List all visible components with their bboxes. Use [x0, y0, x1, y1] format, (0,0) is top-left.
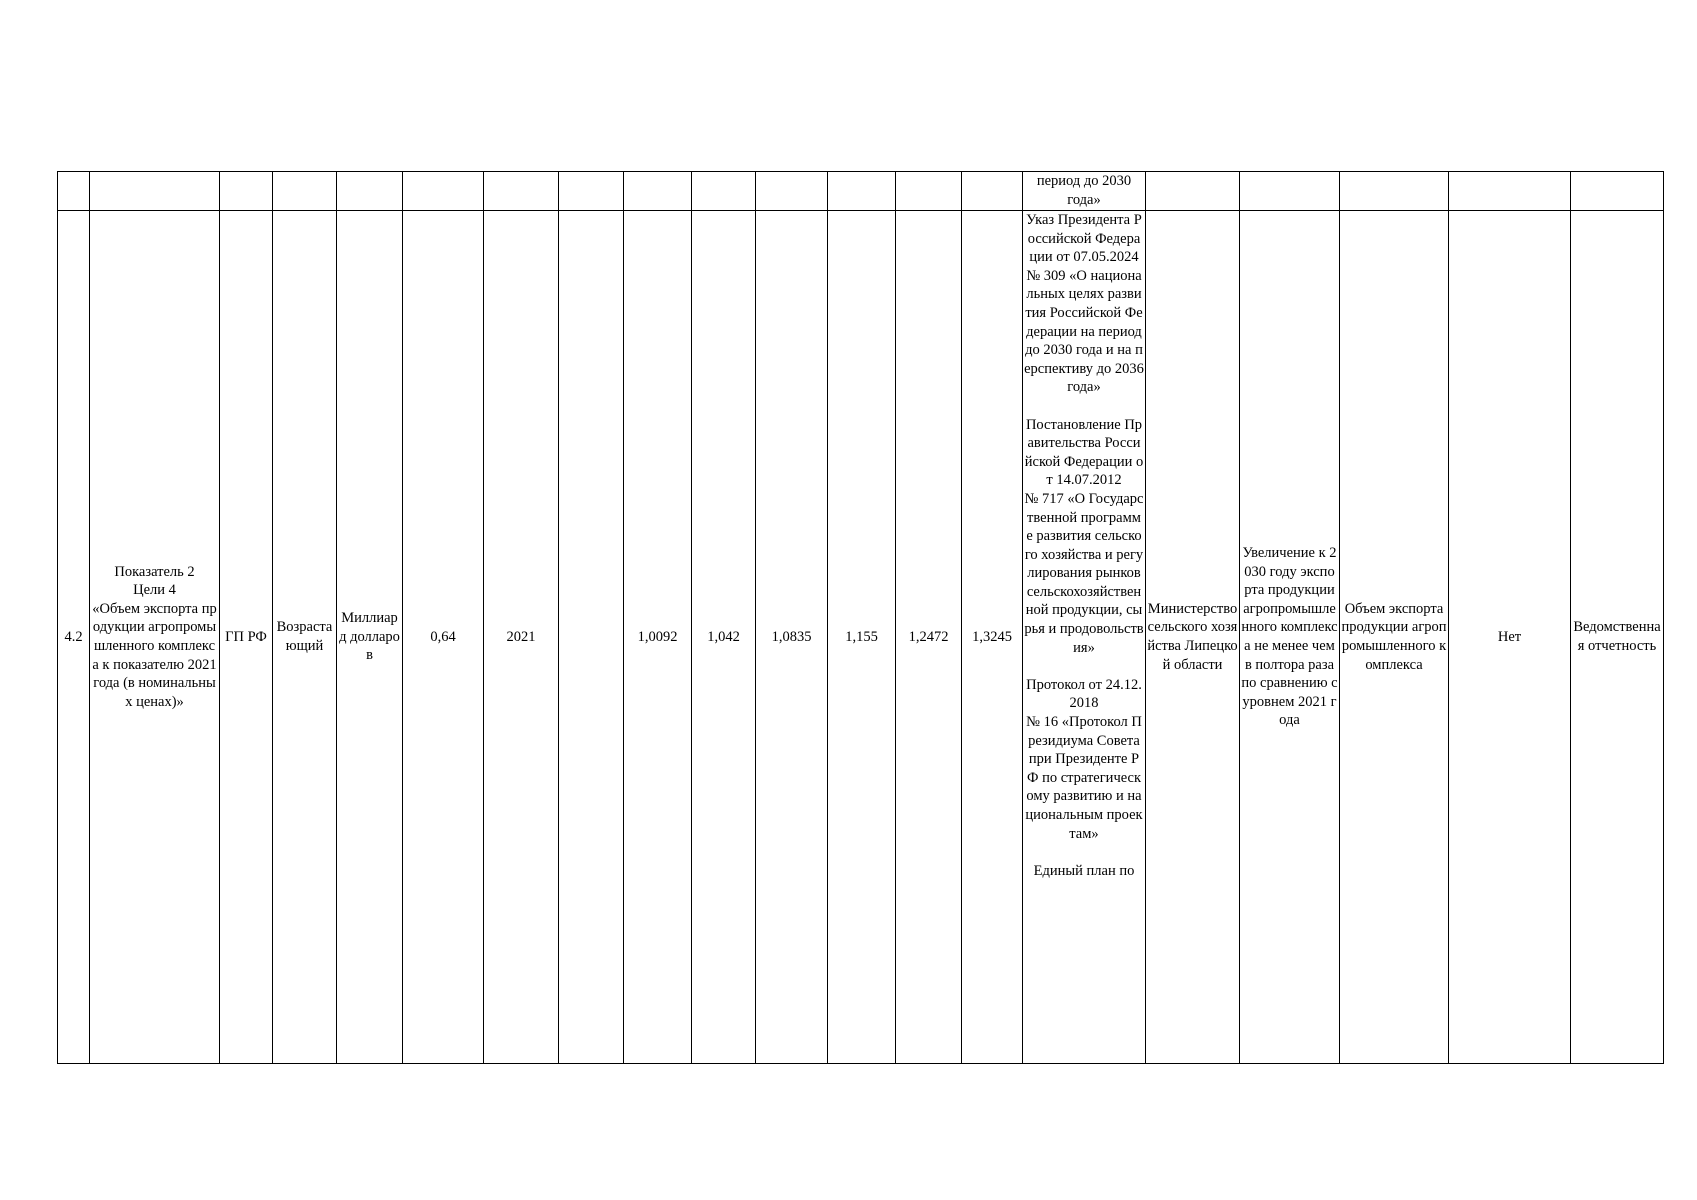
cell-level: ГП РФ: [220, 211, 273, 1064]
cell-year-empty: [559, 172, 624, 211]
cell-responsible: [1146, 172, 1240, 211]
cell-gis-flag: [1449, 172, 1571, 211]
cell-unit: [337, 172, 403, 211]
cell-level: [220, 172, 273, 211]
cell-value-3: [756, 172, 828, 211]
cell-basis: [1023, 211, 1146, 1064]
cell-indicator: [90, 172, 220, 211]
cell-year-empty: [559, 211, 624, 1064]
cell-value-2: [692, 172, 756, 211]
cell-gis-flag: Нет: [1449, 211, 1571, 1064]
cell-national-goal: Увеличение к 2030 году экспорта продукции агропромышленного комплекса не менее чем в полтора раза по сравнению с уровнем 2021 года: [1240, 211, 1340, 1064]
cell-unit: Миллиард долларов: [337, 211, 403, 1064]
cell-value-2: 1,042: [692, 211, 756, 1064]
cell-info-system: [1571, 172, 1664, 211]
cell-value-1: [624, 172, 692, 211]
cell-value-4: [828, 172, 896, 211]
table-row-indicator-4-2: [58, 211, 1664, 1064]
cell-value-5: 1,2472: [896, 211, 962, 1064]
cell-responsible: Министерство сельского хозяйства Липецкой области: [1146, 211, 1240, 1064]
cell-base-value: [403, 172, 484, 211]
cell-base-value: 0,64: [403, 211, 484, 1064]
cell-value-3: 1,0835: [756, 211, 828, 1064]
cell-trend: Возрастающий: [273, 211, 337, 1064]
cell-number: [58, 172, 90, 211]
indicator-text: Показатель 2 Цели 4 «Объем экспорта продукции агропромышленного комплекса к показателю 2021 года (в номинальных ценах)»: [92, 563, 217, 710]
cell-related-indicator: [1340, 172, 1449, 211]
basis-text: Указ Президента Российской Федерации от 07.05.2024 № 309 «О национальных целях развития Российской Федерации на период до 2030 года и на перспективу до 2036 года» Постановление Правительства Российской Федерации от 14.07.2012 № 717 «О Государственной программе развития сельского хозяйства и регулирования рынков сельскохозяйственной продукции, сырья и продовольствия» Протокол от 24.12.2018 № 16 «Протокол Президиума Совета при Президенте РФ по стратегическому развитию и национальным проектам» Единый план по: [1024, 212, 1144, 879]
cell-trend: [273, 172, 337, 211]
table-row-previous: [58, 172, 1664, 211]
cell-base-year: [484, 172, 559, 211]
cell-number: 4.2: [58, 211, 90, 1064]
cell-national-goal: [1240, 172, 1340, 211]
cell-value-4: 1,155: [828, 211, 896, 1064]
cell-basis-tail: [1023, 172, 1146, 211]
cell-info-system: Ведомственная отчетность: [1571, 211, 1664, 1064]
cell-indicator: [90, 211, 220, 1064]
cell-base-year: 2021: [484, 211, 559, 1064]
cell-value-1: 1,0092: [624, 211, 692, 1064]
cell-value-6: 1,3245: [962, 211, 1023, 1064]
basis-tail-text: период до 2030 года»: [1036, 173, 1132, 208]
cell-value-5: [896, 172, 962, 211]
cell-value-6: [962, 172, 1023, 211]
indicators-table: [57, 171, 1664, 1064]
cell-related-indicator: Объем экспорта продукции агропромышленного комплекса: [1340, 211, 1449, 1064]
